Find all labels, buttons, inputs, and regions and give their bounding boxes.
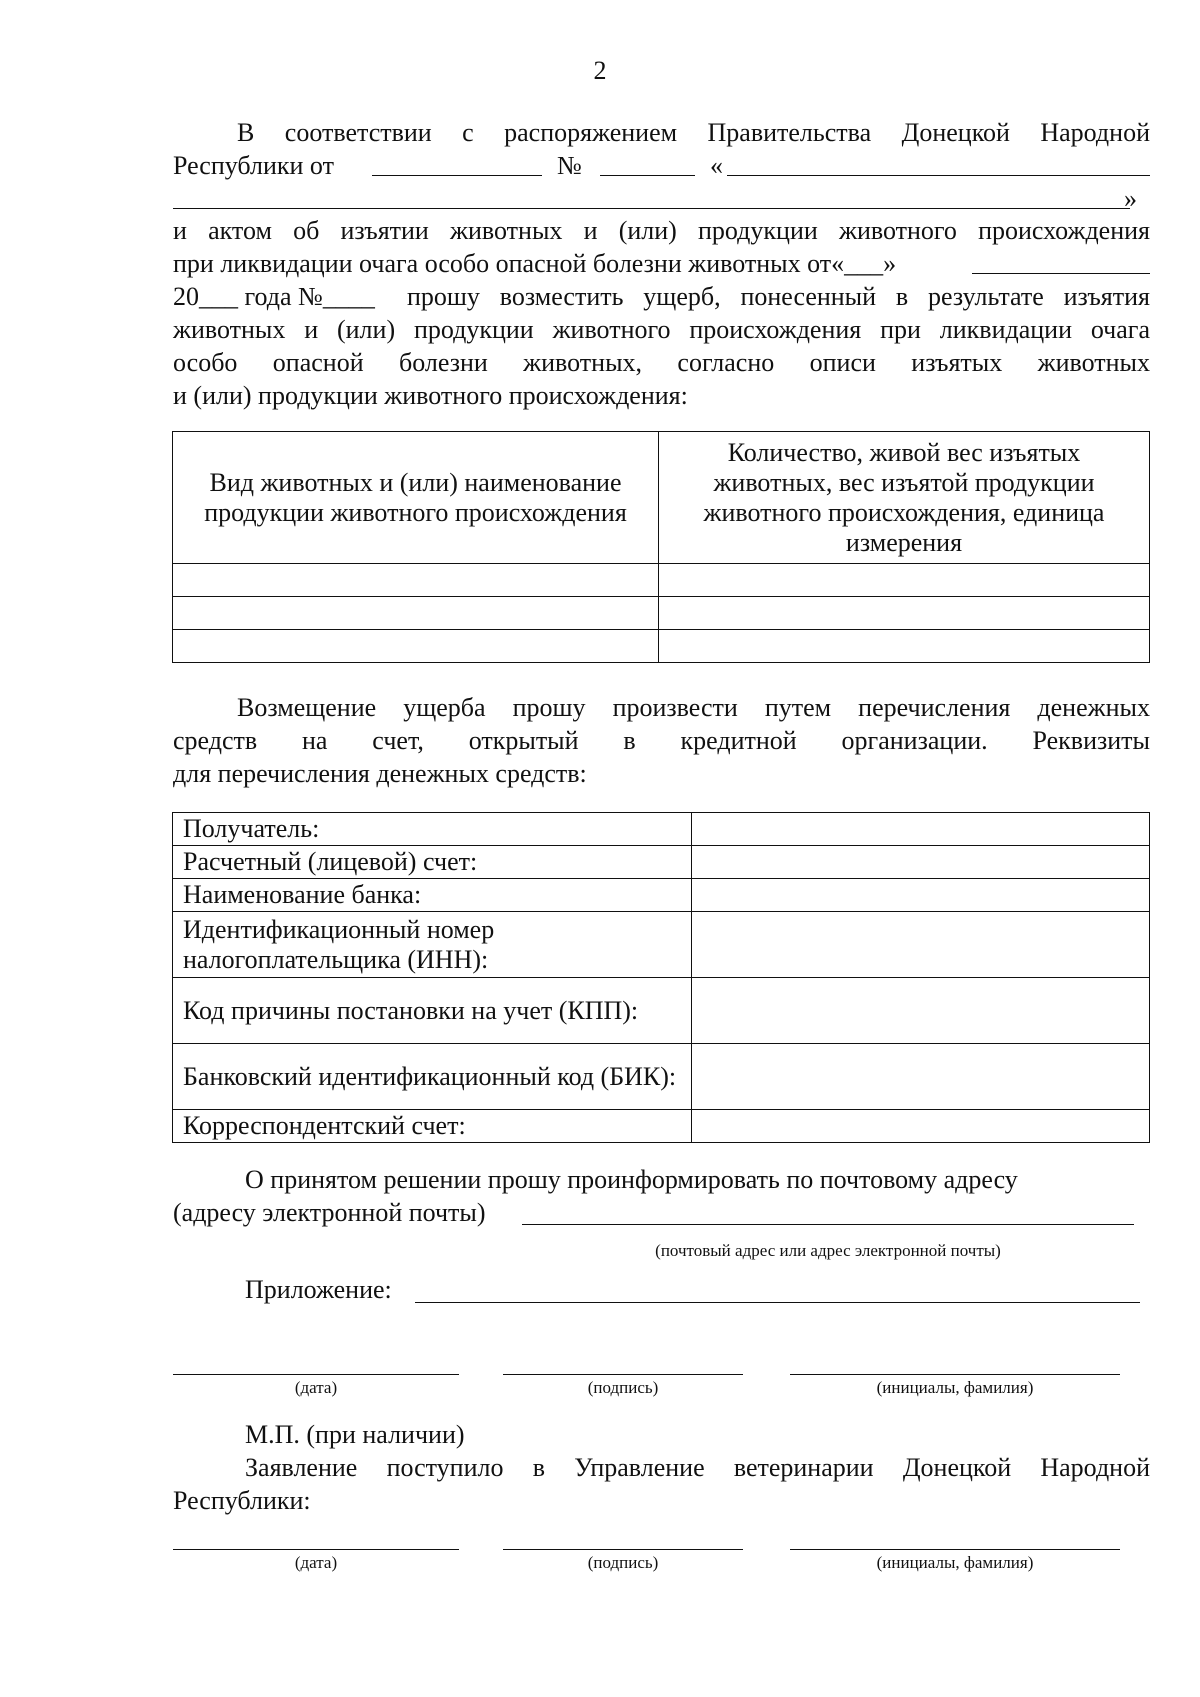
number-sign: № — [557, 151, 582, 180]
bank-details-table — [172, 812, 1150, 1143]
payment-line-2: средств на счет, открытый в кредитной организации. Реквизиты — [173, 726, 1150, 755]
bank-name-label: Наименование банка: — [173, 879, 692, 912]
stamp-note: М.П. (при наличии) — [245, 1420, 465, 1449]
date-blank-1[interactable] — [173, 1374, 459, 1375]
animal-type-cell[interactable] — [173, 630, 659, 663]
quantity-cell[interactable] — [659, 597, 1150, 630]
table-row — [173, 879, 1150, 912]
name-caption-1: (инициалы, фамилия) — [876, 1378, 1034, 1397]
intro-line-4: и актом об изъятии животных и (или) продукции животного происхождения — [173, 216, 1150, 245]
header-animal-type: Вид животных и (или) наименование продукции животного происхождения — [173, 432, 659, 564]
intro-line-6-end: прошу возместить ущерб, понесенный в результате изъятия — [407, 282, 1150, 311]
name-blank-1[interactable] — [790, 1374, 1120, 1375]
bik-value-cell[interactable] — [692, 1044, 1150, 1110]
order-title-blank-2[interactable] — [173, 208, 1130, 209]
attachment-label: Приложение: — [245, 1275, 392, 1304]
recipient-value-cell[interactable] — [692, 813, 1150, 846]
order-date-blank[interactable] — [372, 175, 542, 176]
inventory-header-row — [173, 432, 1150, 564]
payment-line-3: для перечисления денежных средств: — [173, 759, 587, 788]
page-number: 2 — [593, 56, 607, 85]
table-row — [173, 564, 1150, 597]
quantity-cell[interactable] — [659, 564, 1150, 597]
notify-line-1: О принятом решении прошу проинформировать по почтовому адресу — [245, 1165, 1018, 1194]
date-caption-2: (дата) — [294, 1553, 338, 1572]
animal-type-cell[interactable] — [173, 597, 659, 630]
correspondent-account-label: Корреспондентский счет: — [173, 1110, 692, 1143]
attachment-blank[interactable] — [415, 1302, 1140, 1303]
signature-caption-1: (подпись) — [587, 1378, 659, 1397]
open-quote: « — [710, 151, 723, 180]
signature-caption-2: (подпись) — [587, 1553, 659, 1572]
correspondent-account-value-cell[interactable] — [692, 1110, 1150, 1143]
name-caption-2: (инициалы, фамилия) — [876, 1553, 1034, 1572]
address-caption: (почтовый адрес или адрес электронной почты) — [655, 1241, 1001, 1260]
table-row — [173, 912, 1150, 978]
inn-value-cell[interactable] — [692, 912, 1150, 978]
table-row — [173, 630, 1150, 663]
intro-line-8: особо опасной болезни животных, согласно описи изъятых животных — [173, 348, 1150, 377]
order-title-blank-1[interactable] — [727, 175, 1150, 176]
close-quote: » — [1124, 184, 1137, 213]
table-row — [173, 1044, 1150, 1110]
received-line-1: Заявление поступило в Управление ветеринарии Донецкой Народной — [245, 1453, 1150, 1482]
table-row — [173, 597, 1150, 630]
intro-line-5: при ликвидации очага особо опасной болезни животных от«___» — [173, 249, 897, 278]
recipient-label: Получатель: — [173, 813, 692, 846]
animal-type-cell[interactable] — [173, 564, 659, 597]
date-blank-2[interactable] — [173, 1549, 459, 1550]
intro-line-9: и (или) продукции животного происхождения: — [173, 381, 688, 410]
act-date-blank[interactable] — [972, 273, 1150, 274]
received-line-2: Республики: — [173, 1486, 311, 1515]
header-quantity-weight: Количество, живой вес изъятых животных, вес изъятой продукции животного происхождения, единица измерения — [659, 432, 1150, 564]
table-row — [173, 813, 1150, 846]
notify-line-2: (адресу электронной почты) — [173, 1198, 486, 1227]
table-row — [173, 978, 1150, 1044]
table-row — [173, 1110, 1150, 1143]
quantity-cell[interactable] — [659, 630, 1150, 663]
table-row — [173, 846, 1150, 879]
kpp-value-cell[interactable] — [692, 978, 1150, 1044]
account-value-cell[interactable] — [692, 846, 1150, 879]
account-label: Расчетный (лицевой) счет: — [173, 846, 692, 879]
bank-name-value-cell[interactable] — [692, 879, 1150, 912]
name-blank-2[interactable] — [790, 1549, 1120, 1550]
date-caption-1: (дата) — [294, 1378, 338, 1397]
intro-line-6-start: 20___ года №____ — [173, 282, 375, 311]
inventory-table — [172, 431, 1150, 663]
kpp-label: Код причины постановки на учет (КПП): — [173, 978, 692, 1044]
inn-label: Идентификационный номер налогоплательщика (ИНН): — [173, 912, 692, 978]
signature-blank-2[interactable] — [503, 1549, 743, 1550]
signature-blank-1[interactable] — [503, 1374, 743, 1375]
payment-line-1: Возмещение ущерба прошу произвести путем перечисления денежных — [237, 693, 1150, 722]
address-blank[interactable] — [522, 1224, 1134, 1225]
bik-label: Банковский идентификационный код (БИК): — [173, 1044, 692, 1110]
order-number-blank[interactable] — [600, 175, 695, 176]
intro-line-1: В соответствии с распоряжением Правительства Донецкой Народной — [237, 118, 1150, 147]
intro-line-2-start: Республики от — [173, 151, 334, 180]
intro-line-7: животных и (или) продукции животного происхождения при ликвидации очага — [173, 315, 1150, 344]
